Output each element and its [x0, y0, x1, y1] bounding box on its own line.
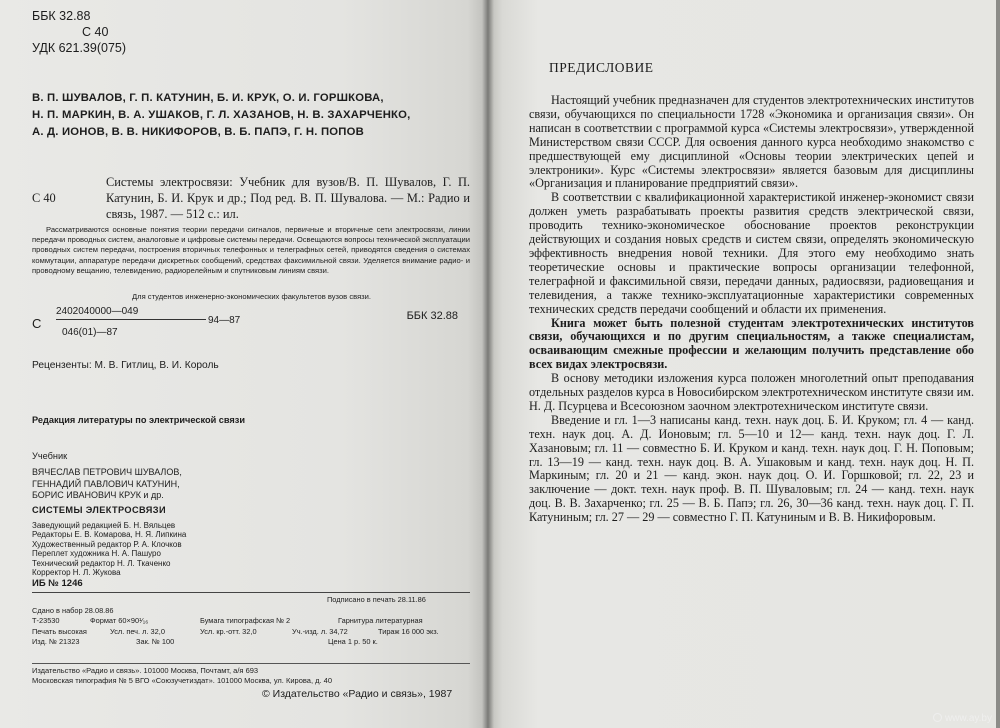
code-letter: С — [32, 316, 42, 331]
preface-paragraph: В соответствии с квалификационной характеристикой инженер-экономист связи должен уметь разрабатывать проекты развития средств электрической связи, проводить технико-экономическое обоснование проектов реконструкции действующих и создания новых средств и систем связи, определять экономическую эффективность внедрения новой техники. Для этого ему необходимо знать теоретические основы и практические вопросы организации телефонной, телеграфной и факсимильной связи, передачи данных, радиосвязи, радиовещания и телевидения, а также технико-эксплуатационные характеристики современных технических средств передачи сообщений и области их применения. — [529, 190, 974, 316]
preface-text — [529, 94, 974, 525]
imprint-row — [32, 627, 470, 638]
editorial-office: Редакция литературы по электрической связи — [32, 415, 245, 425]
editorial-staff — [32, 521, 470, 577]
authors-block — [32, 90, 470, 141]
divider — [32, 663, 470, 664]
preface-paragraph: В основу методики изложения курса положен многолетний опыт преподавания отдельных разделов курса в Новосибирском электротехническом институте связи им. Н. Д. Псурцева и Всесоюзном заочном электротехническом институте связи. — [529, 371, 974, 413]
preface-paragraph: Книга может быть полезной студентам электротехнических институтов связи, обучающихся и по другим специальностям, а также специалистам, осваивающим смежные профессии и желающим получить представление обо всех видах электросвязи. — [529, 315, 974, 372]
watermark-text: www.ay.by — [944, 713, 992, 724]
imprint-row — [32, 616, 470, 627]
staff-line: Художественный редактор Р. А. Клочков — [32, 539, 182, 549]
imprint-cell: Цена 1 р. 50 к. — [328, 637, 378, 647]
staff-line: Переплет художника Н. А. Пашуро — [32, 549, 161, 559]
authors-line: Н. П. МАРКИН, В. А. УШАКОВ, Г. Л. ХАЗАНОВ, Н. В. ЗАХАРЧЕНКО, — [32, 109, 411, 121]
reviewers: Рецензенты: М. В. Гитлиц, В. И. Король — [32, 360, 219, 371]
page-edge — [996, 0, 1000, 728]
imprint-cell: Сдано в набор 28.08.86 — [32, 605, 114, 615]
imprint-cell: Изд. № 21323 — [32, 637, 80, 647]
abstract: Рассматриваются основные понятия теории передачи сигналов, первичные и вторичные сети электросвязи, линии передачи проводных систем, аналоговые и цифровые системы передачи. Освещаются вопросы технической эксплуатации проводных систем передачи, построения вторичных телефонных и телеграфных сетей, приводятся сведения о системах коммутации, аппаратуре передачи дискретных сообщений, средствах факсимильной связи. Уделяется внимание радио- и проводному вещанию, телевидению, радиорелейным и спутниковым линиям связи. — [32, 225, 470, 275]
author-full-name: ВЯЧЕСЛАВ ПЕТРОВИЧ ШУВАЛОВ, — [32, 467, 182, 477]
author-full-name: ГЕННАДИЙ ПАВЛОВИЧ КАТУНИН, — [32, 478, 180, 489]
imprint-cell: Формат 60×90¹⁄₁₆ — [90, 616, 149, 626]
code-fraction-rule — [56, 319, 206, 320]
imprint-cell: Печать высокая — [32, 626, 87, 636]
left-page — [0, 0, 487, 728]
biblio-text: Системы электросвязи: Учебник для вузов/В. П. Шувалов, Г. П. Катунин, Б. И. Крук и др.; Под ред. В. П. Шувалова. — М.: Радио и связь, 1987. — 512 с.: ил. — [106, 175, 470, 221]
imprint-cell: Подписано в печать 28.11.86 — [327, 595, 426, 604]
code-bbk: ББК 32.88 — [406, 310, 458, 322]
publisher-line: Московская типография № 5 ВГО «Союзучетиздат». 101000 Москва, ул. Кирова, д. 40 — [32, 676, 332, 685]
imprint-cell: Зак. № 100 — [136, 637, 175, 647]
imprint-cell: Бумага типографская № 2 — [200, 616, 291, 626]
biblio-mark: С 40 — [32, 191, 56, 205]
imprint-cell: Т-23530 — [32, 616, 60, 626]
imprint-row — [32, 595, 470, 606]
code-denominator: 046(01)—87 — [62, 327, 118, 338]
imprint-cell: Усл. печ. л. 32,0 — [110, 626, 165, 636]
imprint — [32, 595, 470, 648]
code-suffix: 94—87 — [208, 315, 241, 326]
publisher-info — [32, 666, 470, 686]
author-mark: С 40 — [82, 25, 109, 39]
right-page — [487, 0, 1000, 728]
bibliographic-record — [32, 174, 470, 222]
copyright-notice: © Издательство «Радио и связь», 1987 — [262, 688, 453, 700]
publication-type: Учебник — [32, 451, 68, 461]
catalog-code — [32, 302, 470, 344]
staff-line: Редакторы Е. В. Комарова, Н. Я. Липкина — [32, 530, 187, 540]
staff-line: Заведующий редакцией Б. Н. Вяльцев — [32, 521, 176, 530]
authors-line: В. П. ШУВАЛОВ, Г. П. КАТУНИН, Б. И. КРУК, О. И. ГОРШКОВА, — [32, 92, 384, 104]
authors-line: А. Д. ИОНОВ, В. В. НИКИФОРОВ, В. Б. ПАПЭ, Г. Н. ПОПОВ — [32, 126, 364, 138]
bbk-code: ББК 32.88 — [32, 9, 91, 23]
author-full-name: БОРИС ИВАНОВИЧ КРУК и др. — [32, 490, 164, 501]
imprint-cell: Усл. кр.-отт. 32,0 — [200, 626, 257, 636]
ib-number: ИБ № 1246 — [32, 578, 83, 589]
book-gutter — [482, 0, 494, 728]
imprint-cell: Тираж 16 000 экз. — [378, 626, 439, 636]
imprint-cell: Уч.-изд. л. 34,72 — [292, 626, 348, 636]
audience-note: Для студентов инженерно-экономических факультетов вузов связи. — [132, 292, 372, 301]
book-title: СИСТЕМЫ ЭЛЕКТРОСВЯЗИ — [32, 505, 166, 515]
udk-code: УДК 621.39(075) — [32, 41, 127, 55]
code-numerator: 2402040000—049 — [56, 306, 139, 317]
staff-line: Корректор Н. Л. Жукова — [32, 568, 121, 578]
preface-title: ПРЕДИСЛОВИЕ — [549, 60, 654, 75]
preface-paragraph: Настоящий учебник предназначен для студентов электротехнических институтов связи, обучающихся по специальности 1728 «Экономика и организация связи». Он написан в соответствии с программой курса «Системы электросвязи», утвержденной Министерством связи СССР. Для освоения данного курса необходимо знакомство с предшествующей ему дисциплиной «Основы теории электрических цепей и электроники». Курс «Системы электросвязи» является базовым для дисциплины «Организация и планирование предприятий связи». — [529, 93, 974, 191]
publisher-line: Издательство «Радио и связь». 101000 Москва, Почтамт, а/я 693 — [32, 666, 259, 675]
divider — [32, 592, 470, 593]
staff-line: Технический редактор Н. Л. Ткаченко — [32, 558, 171, 568]
imprint-row — [32, 606, 470, 617]
imprint-cell: Гарнитура литературная — [338, 616, 423, 626]
preface-paragraph: Введение и гл. 1—3 написаны канд. техн. наук доц. Б. И. Круком; гл. 4 — канд. техн. наук доц. А. Д. Ионовым; гл. 5—10 и 12— канд. техн. наук доц. Г. Л. Хазановым; гл. 11 — совместно Б. И. Круком и канд. техн. наук доц. Г. Н. Поповым; гл. 13—19 — канд. техн. наук доц. В. А. Ушаковым и канд. техн. наук доц. Н. П. Маркиным; гл. 20 и 21 — канд. экон. наук доц. О. И. Горшковой; гл. 22, 23 и заключение — докт. техн. наук проф. В. П. Шуваловым; гл. 24 — канд. техн. наук доц. В. В. Захарченко; гл. 25 — В. Б. Папэ; гл. 26, 30—36 канд. техн. наук доц. Г. П. Катуниным; гл. 27 — 29 — совместно Г. П. Катуниным и В. В. Никифоровым. — [529, 412, 974, 525]
watermark-logo-icon — [933, 713, 942, 722]
classification-block — [32, 8, 470, 56]
imprint-row — [32, 637, 470, 648]
authors-full-names — [32, 467, 470, 502]
watermark — [933, 713, 992, 724]
